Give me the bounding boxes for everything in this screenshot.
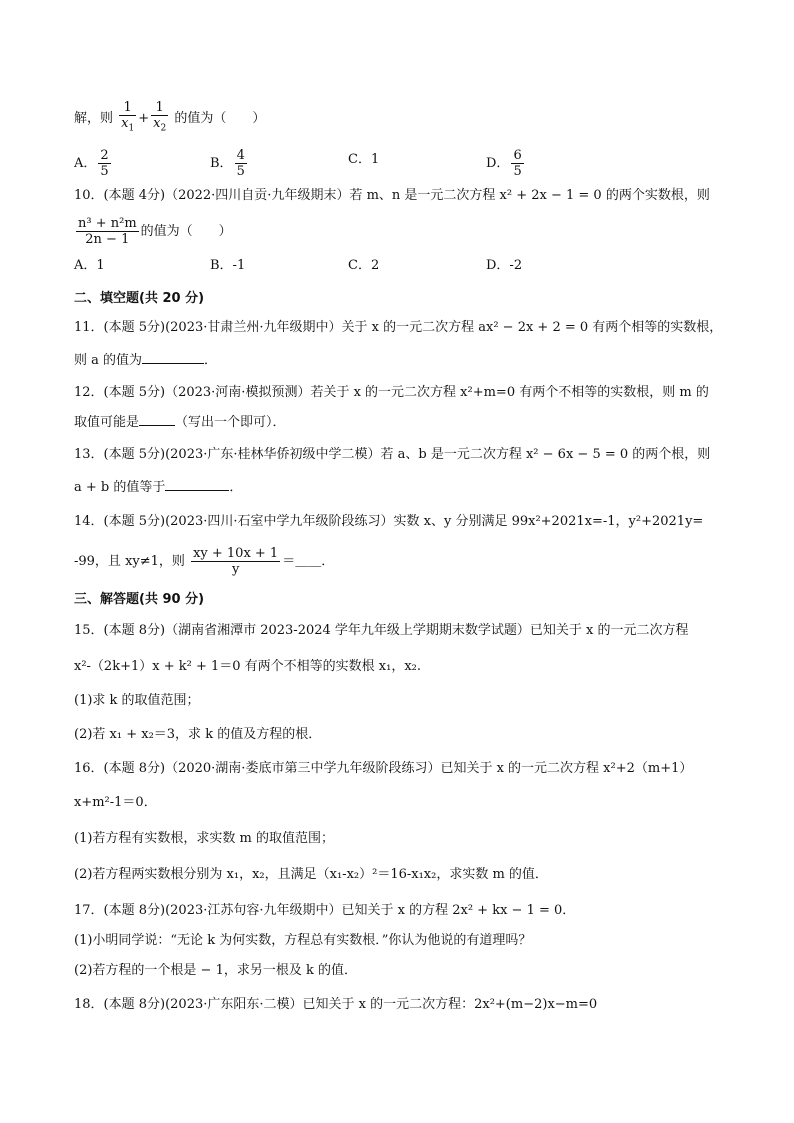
q18-stem: 18．(本题 8分)(2023·广东阳东·二模）已知关于 x 的一元二次方程：2x²+(m−2)x−m=0 <box>74 997 598 1012</box>
q12-answer-blank[interactable] <box>139 413 175 426</box>
q15-part2: (2)若 x₁ + x₂＝3，求 k 的值及方程的根． <box>74 727 322 742</box>
q11-stem: 11．(本题 5分)(2023·甘肃兰州·九年级期中）关于 x 的一元二次方程 ax² − 2x + 2 = 0 有两个相等的实数根， <box>74 320 723 335</box>
q15-part1: (1)求 k 的取值范围； <box>74 693 200 708</box>
q10-stem-line2: $\frac{\text{n³ + n²m}}{2n - 1}$ 的值为（ ） <box>78 216 232 247</box>
q9-option-d: D． $\frac{6}{5}$ <box>486 148 522 179</box>
q13-answer-blank[interactable] <box>165 478 229 491</box>
fraction-1-over-x2: $\frac{1}{x_2}$ <box>153 100 167 134</box>
q9-option-c: C．1 <box>348 152 380 167</box>
q15-stem: 15．(本题 8分)（湖南省湘潭市 2023-2024 学年九年级上学期期末数学试题）已知关于 x 的一元二次方程 <box>74 623 689 638</box>
q11-stem-line2: 则 a 的值为 ． <box>74 353 218 368</box>
q10-option-d: D．-2 <box>486 258 523 273</box>
q14-stem: 14．(本题 5分)(2023·四川·石室中学九年级阶段练习）实数 x、y 分别满足 99x²+2021x=-1，y²+2021y= <box>74 514 704 529</box>
q17-stem: 17．(本题 8分)(2023·江苏句容·九年级期中）已知关于 x 的方程 2x² + kx − 1 = 0． <box>74 903 576 918</box>
q10-stem: 10．(本题 4分)（2022·四川自贡·九年级期末）若 m、n 是一元二次方程 x² + 2x − 1 = 0 的两个实数根，则 <box>74 188 710 203</box>
q17-part2: (2)若方程的一个根是 − 1，求另一根及 k 的值． <box>74 963 357 978</box>
q15-stem-line2: x²-（2k+1）x + k² + 1＝0 有两个不相等的实数根 x₁，x₂. <box>74 659 422 674</box>
q10-option-c: C．2 <box>348 258 380 273</box>
q16-stem: 16．(本题 8分)（2020·湖南·娄底市第三中学九年级阶段练习）已知关于 x 的一元二次方程 x²+2（m+1） <box>74 761 693 776</box>
q16-part1: (1)若方程有实数根，求实数 m 的取值范围； <box>74 831 335 846</box>
q12-stem: 12．(本题 5分)（2023·河南·模拟预测）若关于 x 的一元二次方程 x²+m=0 有两个不相等的实数根，则 m 的 <box>74 385 709 400</box>
q10-option-b: B．-1 <box>210 258 246 273</box>
q16-stem-line2: x+m²-1＝0． <box>74 795 157 810</box>
section-fill-in-title: 二、填空题(共 20 分) <box>74 291 205 306</box>
fraction-1-over-x1: $\frac{1}{x_1}$ <box>121 100 135 134</box>
q12-stem-line2: 取值可能是 （写出一个即可）． <box>74 415 286 430</box>
section-solve-title: 三、解答题(共 90 分) <box>74 592 205 607</box>
q17-part1: (1)小明同学说：“无论 k 为何实数，方程总有实数根．”你认为他说的有道理吗？ <box>74 933 532 948</box>
q10-fraction: $\frac{\text{n³ + n²m}}{2n - 1}$ <box>78 216 137 247</box>
q14-fraction: $\frac{xy + 10x + 1}{y}$ <box>193 546 279 577</box>
q11-answer-blank[interactable] <box>142 351 204 364</box>
q16-part2: (2)若方程两实数根分别为 x₁，x₂，且满足（x₁-x₂）²＝16-x₁x₂，求实数 m 的值． <box>74 867 548 882</box>
q9-option-a: A． $\frac{2}{5}$ <box>74 148 109 179</box>
q10-option-a: A．1 <box>74 258 105 273</box>
q9-option-b: B． $\frac{4}{5}$ <box>210 148 245 179</box>
q9-tail: 解，则 $\frac{1}{x_1}$ + $\frac{1}{x_2}$ 的值为（ ） <box>74 100 265 137</box>
q13-stem-line2: a + b 的值等于 ． <box>74 480 243 495</box>
q13-stem: 13．(本题 5分)(2023·广东·桂林华侨初级中学二模）若 a、b 是一元二次方程 x² − 6x − 5 = 0 的两个根，则 <box>74 447 711 462</box>
q14-stem-line2: -99，且 xy≠1，则 $\frac{xy + 10x + 1}{y}$ ＝＿＿． <box>74 546 335 577</box>
